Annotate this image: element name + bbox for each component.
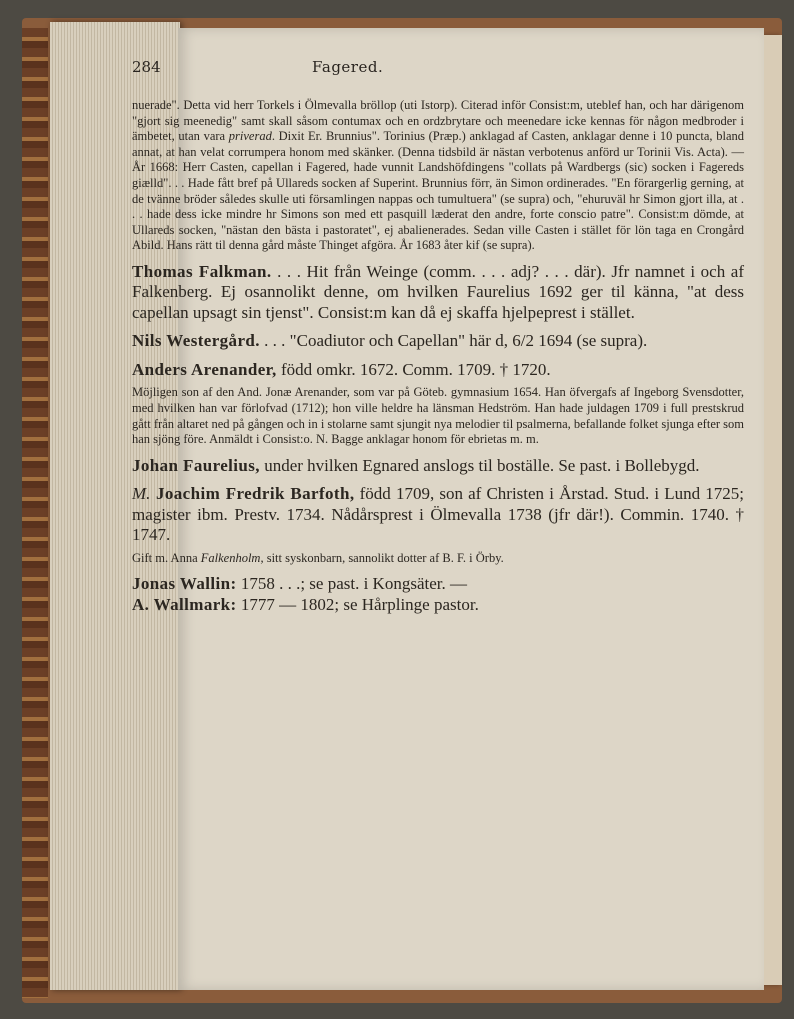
page-header: [132, 58, 552, 80]
italic-word: priverad: [228, 129, 272, 144]
entry-wallin-wallmark: [132, 574, 744, 615]
paragraph-casten: [132, 98, 744, 254]
entry-text: född omkr. 1672. Comm. 1709. † 1720.: [276, 359, 551, 379]
book-spine: [22, 28, 48, 998]
person-name: Johan Faurelius,: [132, 455, 260, 475]
person-name: Anders Arenander,: [132, 359, 277, 379]
entry-text: 1777 — 1802; se Hårplinge pastor.: [236, 594, 479, 614]
entry-nils-westergard: [132, 331, 744, 352]
entry-joachim-barfoth: [132, 484, 744, 546]
page-number: 284: [132, 58, 161, 76]
entry-johan-faurelius: [132, 456, 744, 477]
title-prefix: M.: [132, 484, 151, 504]
person-name: Thomas Falkman.: [132, 261, 272, 281]
entry-text: . . . "Coadiutor och Capellan" här d, 6/2 1694 (se supra).: [259, 331, 648, 351]
person-name: A. Wallmark:: [132, 594, 237, 614]
note-arenander: Möjligen son af den And. Jonæ Arenander, som var på Göteb. gymnasium 1654. Han öfvergafs af Ingeborg Svensdotter, med hvilken han var förlofvad (1712); hon ville heldre ha länsman Hedström. Han hade juldagen 1709 i full prestskrud gått från altaret ned på gången och in i stolarne samt sjungit nya melodier til psalmerna, befallande folket sjunga efter som han sjöng före. Anmäldt i Consist:o. N. Bagge anklagar honom för ebrietas m. m.: [132, 385, 744, 447]
entry-thomas-falkman: [132, 262, 744, 324]
entry-text: under hvilken Egnared anslogs til boställe. Se past. i Bollebygd.: [259, 455, 700, 475]
entry-anders-arenander: [132, 360, 744, 381]
person-name: Joachim Fredrik Barfoth,: [150, 484, 355, 504]
person-name: Nils Westergård.: [132, 331, 260, 351]
text-run: Gift m. Anna: [132, 550, 201, 565]
note-barfoth: [132, 551, 744, 567]
entry-text: 1758 . . .; se past. i Kongsäter. —: [236, 574, 467, 594]
page-text: [132, 98, 744, 615]
person-name: Jonas Wallin:: [132, 574, 237, 594]
entry-text: . . . Hit från Weinge (comm. . . . adj? . . . där). Jfr namnet i och af Falkenberg. Ej osannolikt denne, om hvilken Faurelius 1692 ger til känna, "at dess capellan upsagt sin tjenst". Consist:m kan då ej skaffa hjelpeprest i stället.: [132, 261, 744, 322]
text-run: nuerade". Detta vid herr Torkels i Ölmevalla bröllop (uti Istorp). Citerad inför Consist:m, uteblef han, och har därigenom "gjort sig meenedig" samt skall såsom contumax och en ordzbrytare och meenedare icke kennas för någon medbroder i ämbetet, utan vara: [132, 98, 744, 144]
italic-name: Falkenholm,: [200, 550, 264, 565]
text-run: sitt syskonbarn, sannolikt dotter af B. F. i Örby.: [263, 550, 504, 565]
running-head: Fagered.: [312, 58, 384, 76]
entry-text: född 1709, son af Christen i Årstad. Stud. i Lund 1725; magister ibm. Prestv. 1734. Nådårsprest i Ölmevalla 1738 (jfr där!). Commin. 1740. † 1747.: [132, 484, 744, 545]
text-run: . Dixit Er. Brunnius". Torinius (Præp.) anklagad af Casten, anklagar denne i 10 puncta, bland annat, at han velat corrumpera honom med skänker. (Denna tidsbild är nästan verbotenus anförd ur Torinii Vis. Acta). — År 1668: Herr Casten, capellan i Fagered, hade vunnit Landshöfdingens "collats på Wardbergs (sic) socken i Fagereds giælld". . . Hade fått bref på Ullareds socken af Superint. Brunnius förr, än Simon ordinerades. "En förargerlig gerning, at de tvänne bröder således skulle uti församlingen nappas och tumultuera" (se supra) och, "ehuruväl hr Simon gjort illa, at . . . hade dess icke mindre hr Simons son med ett pasquill læderat den andre, forte conscio patre". Consist:m dömde, at Ullareds socken, "nästan den bästa i pastoratet", ej abalienerades. Sedan ville Casten i stället för lön taga en Crongård Abild. Hans rätt til denna gård måste Thinget afgöra. År 1683 åter kif (se supra).: [132, 129, 744, 253]
